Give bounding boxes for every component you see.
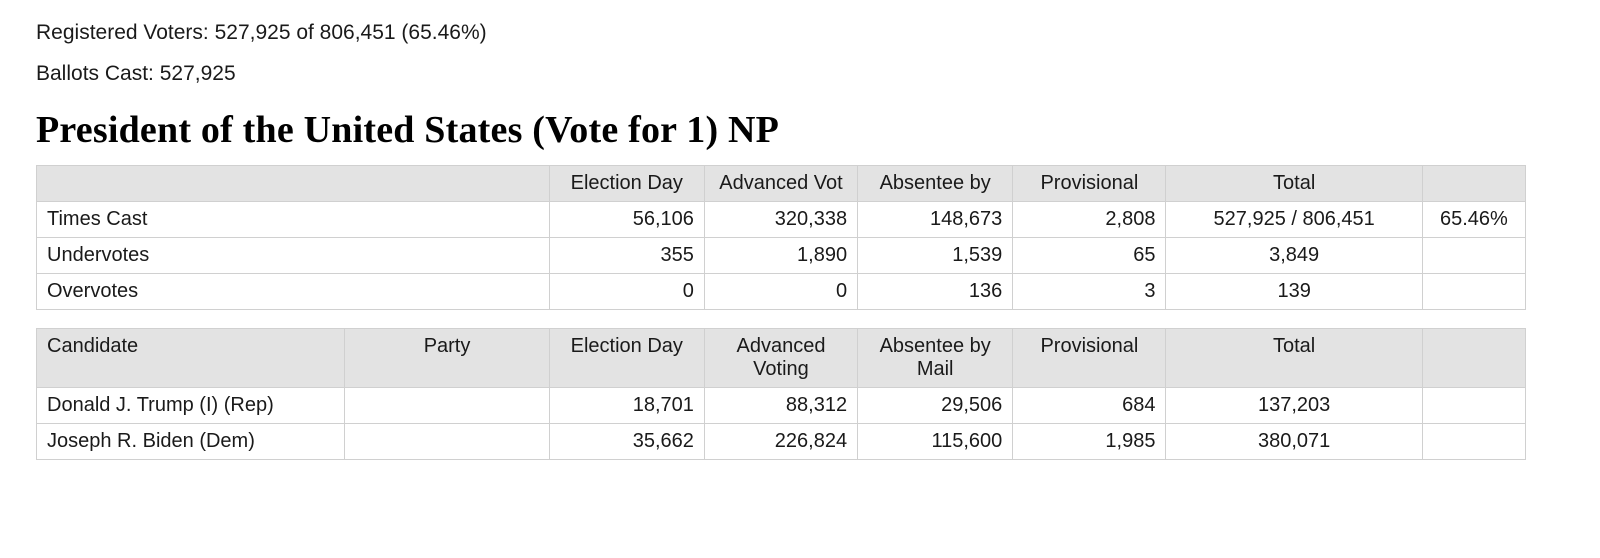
cand-header-percent [1422,329,1525,388]
cand-cell-total: 380,071 [1166,424,1422,460]
cand-header-provisional: Provisional [1013,329,1166,388]
stats-cell-total: 527,925 / 806,451 [1166,202,1422,238]
table-row [37,424,1526,460]
stats-cell-percent: 65.46% [1422,202,1525,238]
cand-header-advanced-voting: Advanced Voting [704,329,857,388]
stats-cell-percent [1422,238,1525,274]
stats-header-provisional: Provisional [1013,166,1166,202]
stats-cell-advanced: 320,338 [704,202,857,238]
stats-cell-advanced: 1,890 [704,238,857,274]
stats-cell-election-day: 56,106 [549,202,704,238]
cand-cell-percent [1422,388,1525,424]
stats-cell-advanced: 0 [704,274,857,310]
cand-header-candidate: Candidate [37,329,345,388]
stats-cell-total: 3,849 [1166,238,1422,274]
cand-cell-party [345,388,549,424]
stats-cell-provisional: 65 [1013,238,1166,274]
stats-cell-provisional: 3 [1013,274,1166,310]
stats-cell-percent [1422,274,1525,310]
cand-header-election-day: Election Day [549,329,704,388]
stats-cell-absentee: 148,673 [858,202,1013,238]
stats-header-election-day: Election Day [549,166,704,202]
table-row [37,388,1526,424]
cand-cell-absentee: 29,506 [858,388,1013,424]
cand-cell-election-day: 35,662 [549,424,704,460]
registered-voters-line: Registered Voters: 527,925 of 806,451 (65.46%) [36,21,487,44]
stats-header-advanced-voting: Advanced Vot [704,166,857,202]
cand-cell-percent [1422,424,1525,460]
stats-header-absentee-by-mail: Absentee by [858,166,1013,202]
table-row [37,238,1526,274]
stats-cell-absentee: 136 [858,274,1013,310]
stats-row-label: Undervotes [37,238,550,274]
candidate-results-table [36,328,1526,460]
cand-header-absentee-by-mail: Absentee by Mail [858,329,1013,388]
stats-header-blank [37,166,550,202]
stats-header-total: Total [1166,166,1422,202]
stats-row-label: Times Cast [37,202,550,238]
table-header-row [37,166,1526,202]
stats-row-label: Overvotes [37,274,550,310]
ballot-statistics-table [36,165,1526,310]
stats-cell-election-day: 355 [549,238,704,274]
cand-cell-provisional: 1,985 [1013,424,1166,460]
table-header-row [37,329,1526,388]
stats-cell-election-day: 0 [549,274,704,310]
cand-cell-advanced: 226,824 [704,424,857,460]
cand-cell-total: 137,203 [1166,388,1422,424]
contest-title: President of the United States (Vote for 1) NP [36,109,780,151]
cand-header-total: Total [1166,329,1422,388]
cand-cell-name: Joseph R. Biden (Dem) [37,424,345,460]
ballots-cast-line: Ballots Cast: 527,925 [36,62,236,85]
cand-cell-absentee: 115,600 [858,424,1013,460]
cand-cell-provisional: 684 [1013,388,1166,424]
cand-header-party: Party [345,329,549,388]
stats-cell-provisional: 2,808 [1013,202,1166,238]
stats-cell-absentee: 1,539 [858,238,1013,274]
table-row [37,274,1526,310]
cand-cell-name: Donald J. Trump (I) (Rep) [37,388,345,424]
cand-cell-party [345,424,549,460]
cand-cell-advanced: 88,312 [704,388,857,424]
cand-cell-election-day: 18,701 [549,388,704,424]
stats-header-percent [1422,166,1525,202]
table-row [37,202,1526,238]
stats-cell-total: 139 [1166,274,1422,310]
